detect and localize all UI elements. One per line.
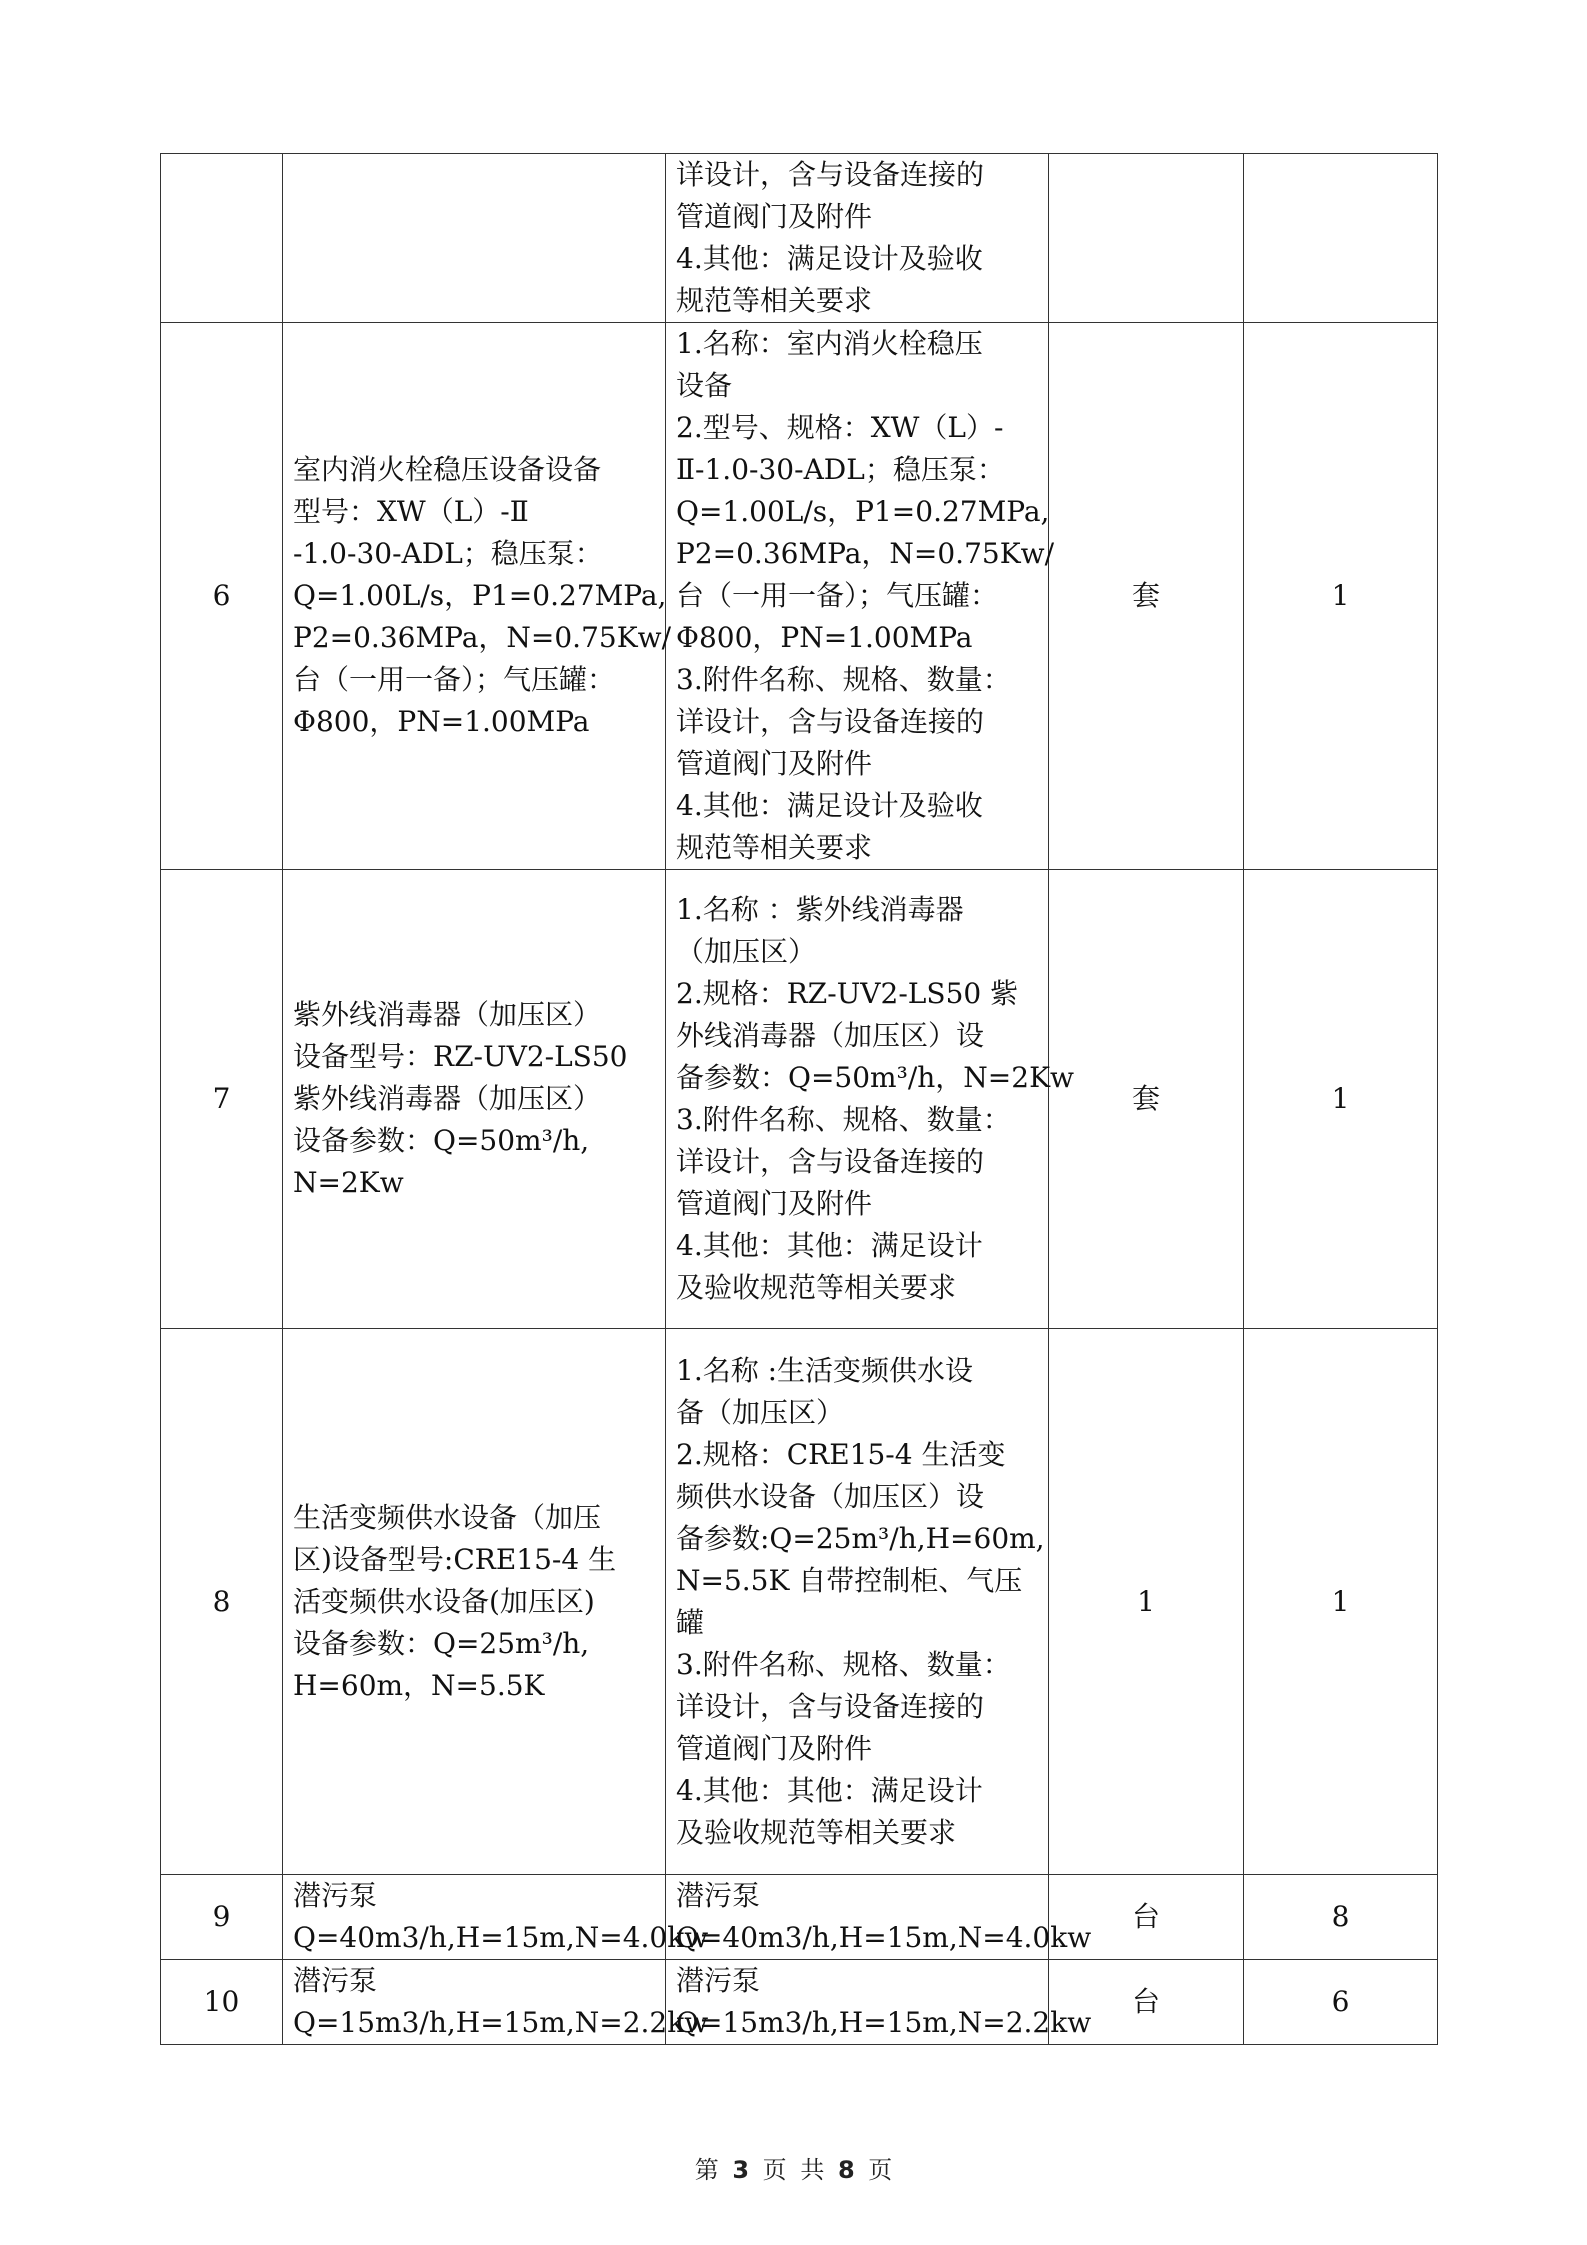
item-feature-cell-line: 规范等相关要求 — [676, 284, 873, 317]
item-feature-cell — [666, 1875, 1092, 1960]
item-name-cell-line: 设备参数：Q=50m³/h, — [293, 1124, 590, 1157]
item-feature-cell-line: 管道阀门及附件 — [676, 1731, 873, 1765]
item-feature-cell-line: 4.其他：满足设计及验收 — [676, 242, 983, 275]
item-name-cell — [283, 1875, 709, 1960]
item-feature-cell-line: 2.规格：CRE15-4 生活变 — [676, 1437, 1006, 1471]
table-row — [161, 154, 1438, 323]
item-feature-cell — [666, 323, 1055, 870]
unit-cell — [1049, 154, 1244, 323]
item-feature-cell-line: 4.其他：满足设计及验收 — [676, 789, 983, 822]
item-name-cell — [283, 1960, 709, 2045]
item-feature-cell-line: 备参数：Q=50m³/h，N=2Kw — [676, 1061, 1074, 1094]
item-feature-cell-line: 管道阀门及附件 — [676, 200, 873, 233]
item-name-cell-line: 区)设备型号:CRE15-4 生 — [293, 1542, 617, 1576]
item-feature-cell-line: 1.名称：室内消火栓稳压 — [676, 327, 983, 360]
item-feature-cell-line: 4.其他：其他：满足设计 — [676, 1773, 983, 1807]
footer-page-word: 页 — [762, 2156, 787, 2184]
item-number-cell — [161, 154, 283, 323]
item-feature-cell — [666, 1960, 1092, 2045]
unit-cell: 套 — [1049, 323, 1244, 870]
item-name-cell-line: 生活变频供水设备（加压 — [293, 1500, 602, 1534]
item-name-cell-line: H=60m，N=5.5K — [293, 1668, 545, 1702]
item-feature-cell-line: Q=40m3/h,H=15m,N=4.0kw — [676, 1921, 1092, 1954]
item-feature-cell-line: 4.其他：其他：满足设计 — [676, 1229, 983, 1262]
item-name-cell-line: P2=0.36MPa，N=0.75Kw/ — [293, 621, 672, 654]
quantity-cell: 6 — [1244, 1960, 1438, 2045]
item-feature-cell-line: 2.型号、规格：XW（L）- — [676, 411, 1004, 444]
item-feature-cell-line: 设备 — [676, 369, 733, 402]
page-footer — [0, 2150, 1587, 2185]
item-number-cell: 8 — [161, 1329, 283, 1875]
item-feature-cell-line: 3.附件名称、规格、数量： — [676, 663, 1011, 696]
item-number-cell: 7 — [161, 870, 283, 1329]
item-number-cell: 10 — [161, 1960, 283, 2045]
unit-cell: 台 — [1049, 1960, 1244, 2045]
item-feature-cell-line: 频供水设备（加压区）设 — [676, 1479, 985, 1513]
total-page-number: 8 — [837, 2156, 855, 2184]
item-name-cell-line: 活变频供水设备(加压区) — [293, 1584, 595, 1618]
item-name-cell-line: 潜污泵 — [293, 1964, 378, 1997]
item-feature-cell-line: 及验收规范等相关要求 — [676, 1815, 957, 1849]
item-feature-cell — [666, 870, 1074, 1329]
footer-prefix: 第 — [694, 2156, 719, 2184]
item-feature-cell-line: 规范等相关要求 — [676, 831, 873, 864]
item-name-cell-line: 室内消火栓稳压设备设备 — [293, 453, 602, 486]
item-feature-cell-line: 潜污泵 — [676, 1879, 761, 1912]
quantity-cell: 8 — [1244, 1875, 1438, 1960]
item-feature-cell — [666, 154, 1049, 323]
item-feature-cell-line: 2.规格：RZ-UV2-LS50 紫 — [676, 977, 1019, 1010]
item-name-cell-line: 潜污泵 — [293, 1879, 378, 1912]
unit-cell: 套 — [1049, 870, 1244, 1329]
quantity-cell — [1244, 154, 1438, 323]
item-name-cell-line: N=2Kw — [293, 1166, 404, 1199]
item-name-cell-line: 台（一用一备）；气压罐： — [293, 663, 616, 696]
item-feature-cell-line: 详设计，含与设备连接的 — [676, 705, 985, 738]
item-feature-cell-line: 详设计，含与设备连接的 — [676, 1145, 985, 1178]
item-name-cell-line: 紫外线消毒器（加压区） — [293, 998, 602, 1031]
table-row — [161, 323, 1438, 870]
item-feature-cell-line: 潜污泵 — [676, 1964, 761, 1997]
item-feature-cell-line: Q=15m3/h,H=15m,N=2.2kw — [676, 2006, 1092, 2039]
item-name-cell-line: Q=15m3/h,H=15m,N=2.2kw — [293, 2006, 709, 2039]
item-feature-cell-line: 1.名称 :生活变频供水设 — [676, 1353, 974, 1387]
item-feature-cell-line: P2=0.36MPa，N=0.75Kw/ — [676, 537, 1055, 570]
item-feature-cell-line: Ⅱ-1.0-30-ADL；稳压泵： — [676, 453, 1005, 486]
item-name-cell — [283, 870, 666, 1329]
item-name-cell-line: 紫外线消毒器（加压区） — [293, 1082, 602, 1115]
item-feature-cell-line: 罐 — [676, 1605, 705, 1639]
item-name-cell — [283, 323, 672, 870]
quantity-cell: 1 — [1244, 323, 1438, 870]
unit-cell: 1 — [1049, 1329, 1244, 1875]
item-feature-cell-line: 3.附件名称、规格、数量： — [676, 1103, 1011, 1136]
item-feature-cell-line: 备（加压区） — [676, 1395, 845, 1429]
table-row — [161, 1329, 1438, 1875]
equipment-spec-table — [160, 153, 1438, 2045]
item-feature-cell-line: 详设计，含与设备连接的 — [676, 158, 985, 191]
item-feature-cell-line: 台（一用一备）；气压罐： — [676, 579, 999, 612]
table-body — [161, 154, 1438, 2045]
item-name-cell — [283, 154, 666, 323]
item-feature-cell-line: 3.附件名称、规格、数量： — [676, 1647, 1011, 1681]
item-feature-cell-line: Φ800，PN=1.00MPa — [676, 621, 973, 654]
item-name-cell-line: 设备型号：RZ-UV2-LS50 — [293, 1040, 628, 1073]
item-name-cell — [283, 1329, 666, 1875]
item-feature-cell-line: 及验收规范等相关要求 — [676, 1271, 957, 1304]
table-row — [161, 1875, 1438, 1960]
item-name-cell-line: Q=40m3/h,H=15m,N=4.0kw — [293, 1921, 709, 1954]
unit-cell: 台 — [1049, 1875, 1244, 1960]
item-feature-cell-line: 管道阀门及附件 — [676, 1187, 873, 1220]
item-feature-cell-line: Q=1.00L/s，P1=0.27MPa, — [676, 495, 1050, 528]
item-feature-cell-line: 1.名称 ：紫外线消毒器 — [676, 893, 964, 926]
current-page-number: 3 — [732, 2156, 750, 2184]
footer-suffix: 页 — [868, 2156, 893, 2184]
item-feature-cell-line: 管道阀门及附件 — [676, 747, 873, 780]
item-feature-cell-line: （加压区） — [676, 935, 817, 968]
item-feature-cell-line: 外线消毒器（加压区）设 — [676, 1019, 985, 1052]
footer-total-word: 共 — [800, 2156, 825, 2184]
item-number-cell: 6 — [161, 323, 283, 870]
table-row — [161, 1960, 1438, 2045]
item-name-cell-line: Q=1.00L/s，P1=0.27MPa, — [293, 579, 667, 612]
item-name-cell-line: Φ800，PN=1.00MPa — [293, 705, 590, 738]
quantity-cell: 1 — [1244, 870, 1438, 1329]
item-feature-cell-line: N=5.5K 自带控制柜、气压 — [676, 1563, 1023, 1597]
table-row — [161, 870, 1438, 1329]
item-number-cell: 9 — [161, 1875, 283, 1960]
item-feature-cell-line: 详设计，含与设备连接的 — [676, 1689, 985, 1723]
item-name-cell-line: -1.0-30-ADL；稳压泵： — [293, 537, 603, 570]
item-name-cell-line: 设备参数：Q=25m³/h, — [293, 1626, 590, 1660]
item-name-cell-line: 型号：XW（L）-Ⅱ — [293, 495, 529, 528]
item-feature-cell-line: 备参数:Q=25m³/h,H=60m, — [676, 1521, 1045, 1555]
quantity-cell: 1 — [1244, 1329, 1438, 1875]
item-feature-cell — [666, 1329, 1049, 1875]
